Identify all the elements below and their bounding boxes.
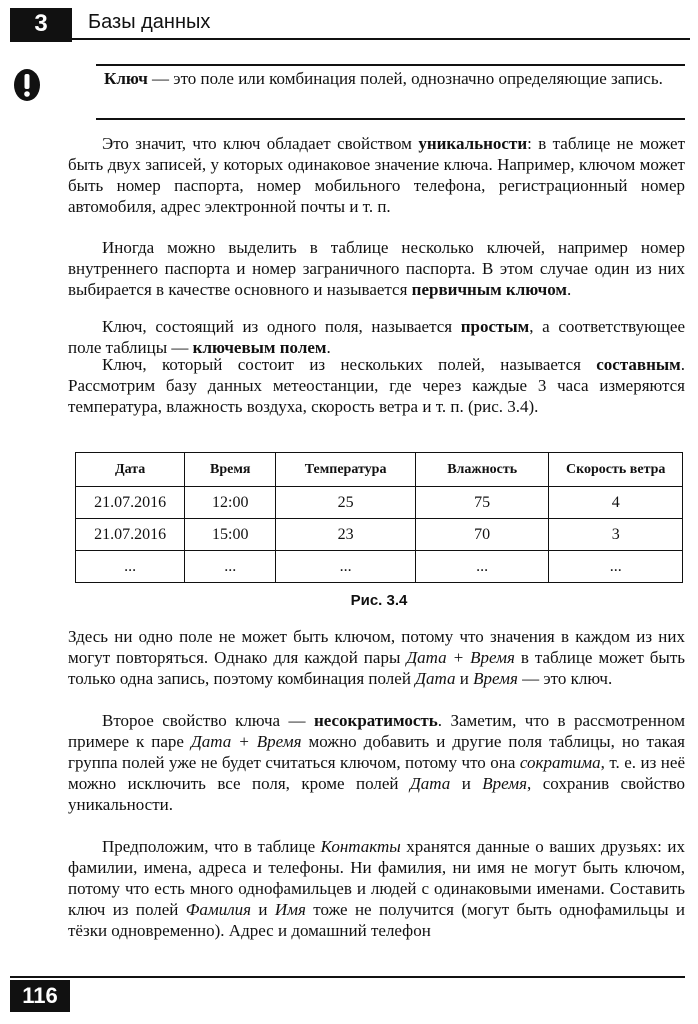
table-cell: ... [549,551,683,583]
page-number: 116 [10,980,70,1012]
table-row [76,551,683,583]
page-header [10,8,690,42]
note-text: — это поле или комбинация полей, однозначно определяющие запись. [147,69,663,88]
table-cell: 23 [276,519,416,551]
table-cell: 3 [549,519,683,551]
table-cell: ... [276,551,416,583]
chapter-number: 3 [10,8,72,42]
footer-divider [10,976,685,978]
note-term: Ключ [104,69,148,88]
paragraph-contacts: Предположим, что в таблице Контакты хранятся данные о ваших друзьях: их фамилии, имена, адреса и телефоны. Ни фамилия, ни имя не могут быть ключом, потому что есть много однофамильцев и людей с одинаковыми именами. Составить ключ из полей Фамилия и Имя тоже не получится (могут быть однофамильцы и тёзки одновременно). Адрес и домашний телефон [68,837,685,940]
table-cell: 15:00 [185,519,276,551]
column-header-wind-speed: Скорость ветра [549,453,683,487]
table-cell: ... [76,551,185,583]
paragraph-primary-key: Иногда можно выделить в таблице несколько ключей, например номер внутреннего паспорта и номер заграничного паспорта. В этом случае один из них выбирается в качестве основного и называется первичным ключом. [68,238,685,299]
table-cell: 25 [276,487,416,519]
table-header-row [76,453,683,487]
table-cell: ... [185,551,276,583]
column-header-time: Время [185,453,276,487]
paragraph-uniqueness: Это значит, что ключ обладает свойством уникальности: в таблице не может быть двух записей, у которых одинаковое значение ключа. Например, ключом может быть номер паспорта, номер мобильного телефона, регистрационный номер автомобиля, адрес электронной почты и т. п. [68,134,685,216]
table-cell: 21.07.2016 [76,487,185,519]
table-row [76,519,683,551]
header-divider [72,38,690,40]
table-cell: 21.07.2016 [76,519,185,551]
table-row [76,487,683,519]
paragraph-simple-key: Ключ, состоящий из одного поля, называется простым, а соответствующее поле таблицы — ключевым полем. [68,317,685,357]
column-header-humidity: Влажность [415,453,549,487]
figure-caption: Рис. 3.4 [350,592,408,609]
paragraph-irreducibility: Второе свойство ключа — несократимость. Заметим, что в рассмотренном примере к паре Дата + Время можно добавить и другие поля таблицы, но такая группа полей уже не будет считаться ключом, потому что она сократима, т. е. из неё можно исключить все поля, кроме полей Дата и Время, сохранив свойство уникальности. [68,711,685,814]
chapter-title: Базы данных [88,11,211,33]
column-header-temperature: Температура [276,453,416,487]
note-divider-top [96,64,685,66]
exclamation-icon [12,68,42,102]
table-cell: 70 [415,519,549,551]
definition-note [104,68,684,90]
table-cell: 4 [549,487,683,519]
column-header-date: Дата [76,453,185,487]
note-divider-bottom [96,118,685,120]
table-cell: 75 [415,487,549,519]
paragraph-composite-key: Ключ, который состоит из нескольких полей, называется составным. Рассмотрим базу данных метеостанции, где через каждые 3 часа измеряются температура, влажность воздуха, скорость ветра и т. п. (рис. 3.4). [68,355,685,416]
table-cell: 12:00 [185,487,276,519]
weather-table [75,452,683,583]
paragraph-date-time-key: Здесь ни одно поле не может быть ключом, потому что значения в каждом из них могут повторяться. Однако для каждой пары Дата + Время в таблице может быть только одна запись, поэтому комбинация полей Дата и Время — это ключ. [68,627,686,688]
table-cell: ... [415,551,549,583]
